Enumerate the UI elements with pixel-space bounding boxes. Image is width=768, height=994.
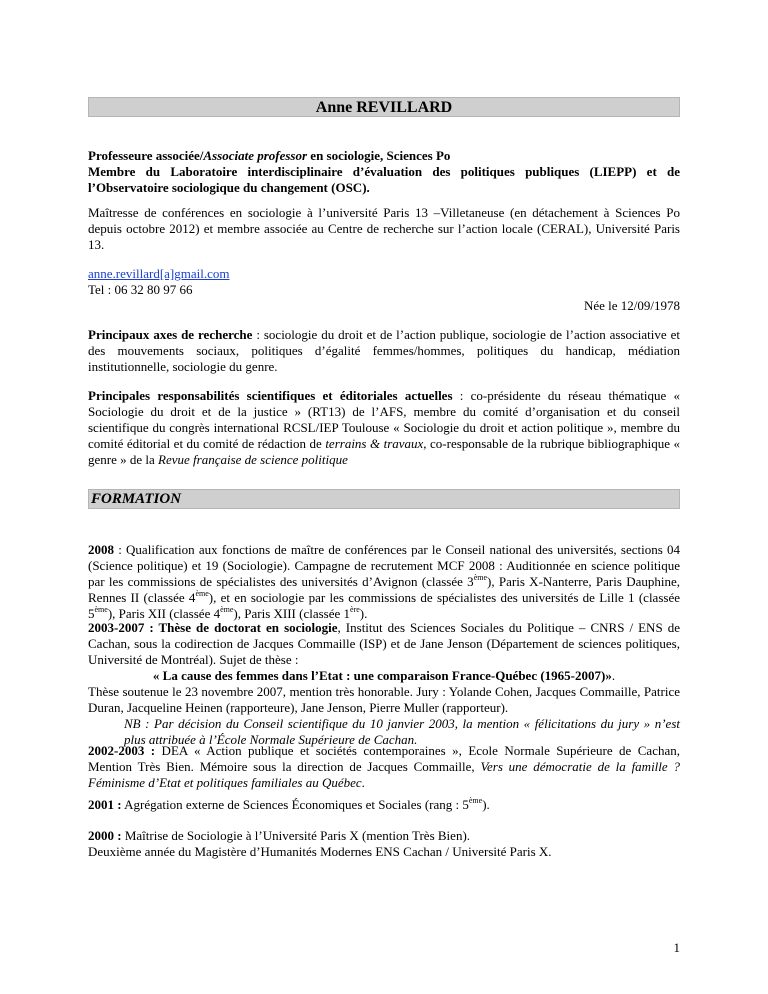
year-label: 2003-2007 : Thèse de doctorat en sociologie bbox=[88, 620, 338, 635]
position-paragraph bbox=[88, 205, 680, 253]
page-number: 1 bbox=[673, 940, 680, 955]
entry-text: ), Paris XIII (classée 1 bbox=[233, 606, 351, 621]
entry-text: : Qualification aux fonctions de maître de conférences par le Conseil national des universités, sections 04 (Science politique) et 19 (Sociologie). Campagne de recrutement MCF 2008 : Auditionnée en science politique par les commissions de spécialistes des universités d’Avignon (classée 3 bbox=[88, 542, 680, 589]
superscript: ère bbox=[350, 605, 360, 614]
entry-text: Maîtrise de Sociologie à l’Université Paris X (mention Très Bien). bbox=[121, 828, 471, 843]
formation-maitrise bbox=[88, 828, 680, 860]
superscript: ème bbox=[195, 589, 209, 598]
entry-text: ), Paris X-Nanterre, Paris Dauphine, Rennes II (classée 4 bbox=[88, 574, 680, 605]
dissertation-title: Vers une démocratie de la famille ? Féminisme d’Etat et politiques familiales au Québec bbox=[88, 759, 680, 790]
birth-date: Née le 12/09/1978 bbox=[583, 298, 680, 313]
journal-name-2: Revue française de science politique bbox=[158, 452, 348, 467]
formation-2008 bbox=[88, 542, 680, 622]
phone-number: Tel : 06 32 80 97 66 bbox=[88, 282, 193, 297]
formation-agregation bbox=[88, 797, 680, 813]
entry-text: ). bbox=[482, 797, 490, 812]
formation-these bbox=[88, 620, 680, 748]
email-link[interactable]: anne.revillard[a]gmail.com bbox=[88, 266, 230, 281]
entry-text: DEA « Action publique et sociétés contemporaines », Ecole Normale Supérieure de Cachan, Mention Très Bien. Mémoire sous la direction de Jacques Commaille, bbox=[88, 743, 680, 774]
entry-text: Agrégation externe de Sciences Économiques et Sociales (rang : 5 bbox=[121, 797, 469, 812]
position-english: Associate professor bbox=[203, 148, 308, 163]
thesis-title: « La cause des femmes dans l’Etat : une comparaison France-Québec (1965-2007)» bbox=[152, 668, 612, 683]
entry-text: ), et en sociologie par les commissions de spécialistes des universités de Lille 1 (classée 5 bbox=[88, 590, 680, 621]
position-text: Maîtresse de conférences en sociologie à l’université Paris 13 –Villetaneuse (en détachement à Sciences Po depuis octobre 2012) et membre associée au Centre de recherche sur l’action locale (CERAL), Université Paris 13. bbox=[88, 205, 680, 252]
section-title: FORMATION bbox=[91, 491, 182, 507]
name-header bbox=[88, 97, 680, 117]
research-text: : sociologie du droit et de l’action publique, sociologie de l’action associative et des mouvements sociaux, politiques d’égalité femmes/hommes, politiques du handicap, médiation institutionnelle, sociologie du genre. bbox=[88, 327, 680, 374]
entry-text: , Institut des Sciences Sociales du Politique – CNRS / ENS de Cachan, sous la codirection de Jacques Commaille (ISP) et de Jane Jenson (Département de sciences politiques, Université de Montréal). Sujet de thèse : bbox=[88, 620, 680, 667]
entry-text: . bbox=[611, 668, 616, 683]
lab-membership: Membre du Laboratoire interdisciplinaire d’évaluation des politiques publiques (LIEPP) et de l’Observatoire sociologique du changement (OSC). bbox=[88, 164, 680, 195]
research-axes bbox=[88, 327, 680, 375]
contact-block bbox=[88, 266, 680, 314]
affiliation-block bbox=[88, 148, 680, 196]
entry-text: ), Paris XII (classée 4 bbox=[107, 606, 221, 621]
year-label: 2000 : bbox=[88, 828, 122, 843]
journal-name: terrains & travaux bbox=[325, 436, 424, 451]
magistere-text: Deuxième année du Magistère d’Humanités Modernes ENS Cachan / Université Paris X. bbox=[88, 844, 552, 859]
responsibilities-text: : co-présidente du réseau thématique « Sociologie du droit et de la justice » (RT13) de l’AFS, membre du comité d’organisation et du conseil scientifique du congrès international RCSL/IEP Toulouse « Sociologie du droit et action politique », membre du comité éditorial et du comité de rédaction de bbox=[88, 388, 681, 451]
year-label: 2002-2003 : bbox=[88, 743, 156, 758]
responsibilities-text-2: , co-responsable de la rubrique bibliographique « genre » de la bbox=[88, 436, 680, 467]
person-name: Anne REVILLARD bbox=[315, 99, 453, 116]
responsibilities-label: Principales responsabilités scientifiques et éditoriales actuelles bbox=[88, 388, 453, 403]
position-rest: en sociologie, Sciences Po bbox=[307, 148, 451, 163]
responsibilities bbox=[88, 388, 680, 468]
superscript: ème bbox=[94, 605, 108, 614]
formation-dea bbox=[88, 743, 680, 791]
thesis-note: NB : Par décision du Conseil scientifique du 10 janvier 2003, la mention « félicitations du jury » n’est plus attribuée à l’École Normale Supérieure de Cachan. bbox=[124, 716, 680, 747]
year-label: 2008 bbox=[88, 542, 114, 557]
position-label: Professeure associée/ bbox=[88, 148, 204, 163]
research-label: Principaux axes de recherche bbox=[88, 327, 253, 342]
superscript: ème bbox=[468, 796, 483, 805]
year-label: 2001 : bbox=[88, 797, 122, 812]
entry-text: . bbox=[361, 775, 365, 790]
superscript: ème bbox=[220, 605, 234, 614]
section-header-formation bbox=[88, 489, 680, 509]
entry-text: ). bbox=[359, 606, 368, 621]
thesis-jury: Thèse soutenue le 23 novembre 2007, mention très honorable. Jury : Yolande Cohen, Jacques Commaille, Patrice Duran, Jacqueline Heinen (rapporteure), Jane Jenson, Pierre Muller (rapporteur). bbox=[88, 684, 680, 715]
superscript: ème bbox=[473, 573, 488, 582]
